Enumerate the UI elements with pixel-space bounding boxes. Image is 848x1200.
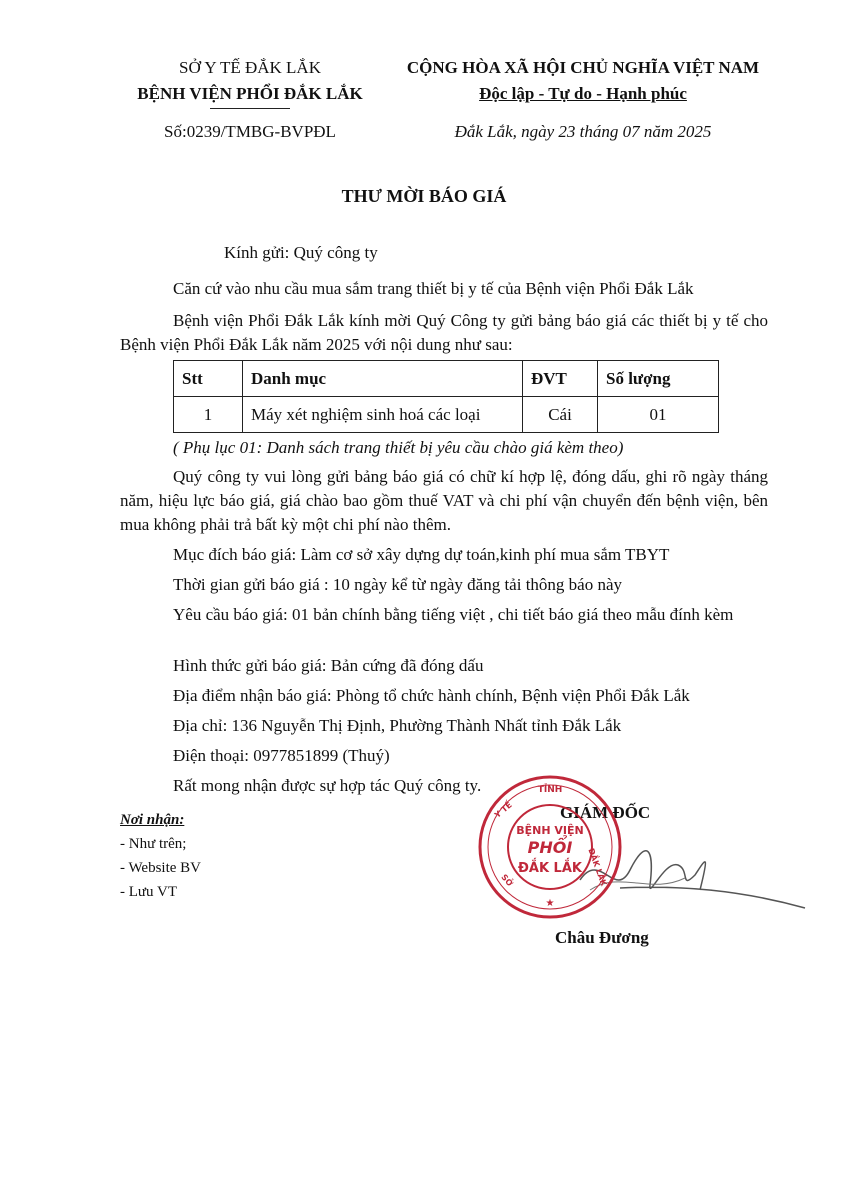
stamp-ring-right: ĐẮK LẮK [586, 847, 609, 888]
org-parent: SỞ Y TẾ ĐẮK LẮK [179, 58, 321, 77]
appendix-note: ( Phụ lục 01: Danh sách trang thiết bị yêu cầu chào giá kèm theo) [173, 438, 624, 457]
cell-stt: 1 [174, 397, 243, 433]
stamp-text-mid: PHỔI [527, 838, 573, 857]
recipient-item: - Như trên; [120, 836, 187, 852]
recipient-item: - Lưu VT [120, 884, 178, 900]
doc-number: Số:0239/TMBG-BVPĐL [164, 122, 336, 141]
stamp-text-top: BỆNH VIỆN [516, 824, 584, 837]
intro-line-1: Căn cứ vào nhu cầu mua sắm trang thiết bị y tế của Bệnh viện Phổi Đắk Lắk [173, 279, 694, 298]
body-requirement: Yêu cầu báo giá: 01 bản chính bằng tiếng việt , chi tiết báo giá theo mẫu đính kèm [173, 605, 734, 624]
body-purpose: Mục đích báo giá: Làm cơ sở xây dựng dự toán,kinh phí mua sắm TBYT [173, 545, 670, 564]
cell-qty: 01 [598, 397, 719, 433]
col-header-stt: Stt [174, 361, 243, 397]
cell-item: Máy xét nghiệm sinh hoá các loại [243, 397, 523, 433]
col-header-qty: Số lượng [598, 361, 719, 397]
signer-name: Châu Đương [555, 928, 649, 947]
svg-text:★: ★ [545, 898, 555, 909]
motto-text: Độc lập - Tự do - Hạnh phúc [479, 84, 687, 103]
body-closing: Rất mong nhận được sự hợp tác Quý công ty. [173, 776, 482, 795]
signature-title: GIÁM ĐỐC [560, 803, 651, 822]
stamp-ring-bottom: SỞ [499, 872, 515, 889]
col-header-item: Danh mục [243, 361, 523, 397]
stamp-ring-left: Y TẾ [493, 800, 514, 820]
body-phone: Điện thoại: 0977851899 (Thuý) [173, 746, 390, 765]
country-name: CỘNG HÒA XÃ HỘI CHỦ NGHĨA VIỆT NAM [406, 58, 760, 77]
body-paragraph-1: Quý công ty vui lòng gửi bảng báo giá có chữ kí hợp lệ, đóng dấu, ghi rõ ngày tháng năm, hiệu lực báo giá, giá chào bao gồm thuế VAT và chi phí vận chuyển đến bệnh viện, bên mua không phải trả bất kỳ một chi phí nào thêm. [120, 467, 768, 534]
col-header-unit: ĐVT [523, 361, 598, 397]
stamp-ring-top: TỈNH [537, 785, 563, 795]
place-date: Đắk Lắk, ngày 23 tháng 07 năm 2025 [454, 122, 712, 141]
org-name [100, 84, 400, 104]
body-form: Hình thức gửi báo giá: Bản cứng đã đóng dấu [173, 656, 484, 675]
quote-table [173, 360, 719, 433]
recipients-label: Nơi nhận: [120, 812, 185, 828]
intro-line-2: Bệnh viện Phổi Đắk Lắk kính mời Quý Công ty gửi bảng báo giá các thiết bị y tế cho Bệnh viện Phổi Đắk Lắk năm 2025 với nội dung như sau: [120, 311, 768, 354]
cell-unit: Cái [523, 397, 598, 433]
recipients-block [120, 808, 201, 904]
table-header-row [174, 361, 719, 397]
body-address: Địa chỉ: 136 Nguyễn Thị Định, Phường Thành Nhất tỉnh Đắk Lắk [173, 716, 622, 735]
document-title: THƯ MỜI BÁO GIÁ [341, 186, 507, 206]
org-underline [210, 108, 290, 109]
recipient-item: - Website BV [120, 860, 202, 876]
body-deadline: Thời gian gửi báo giá : 10 ngày kể từ ngày đăng tải thông báo này [173, 575, 623, 594]
table-row [174, 397, 719, 433]
org-name-text: BỆNH VIỆN PHỔI ĐẮK LẮK [137, 84, 363, 103]
greeting: Kính gửi: Quý công ty [224, 243, 378, 262]
official-stamp [475, 772, 625, 922]
body-location: Địa điểm nhận báo giá: Phòng tổ chức hành chính, Bệnh viện Phổi Đắk Lắk [173, 686, 690, 705]
stamp-text-bot: ĐẮK LẮK [518, 861, 582, 876]
motto [388, 84, 778, 104]
